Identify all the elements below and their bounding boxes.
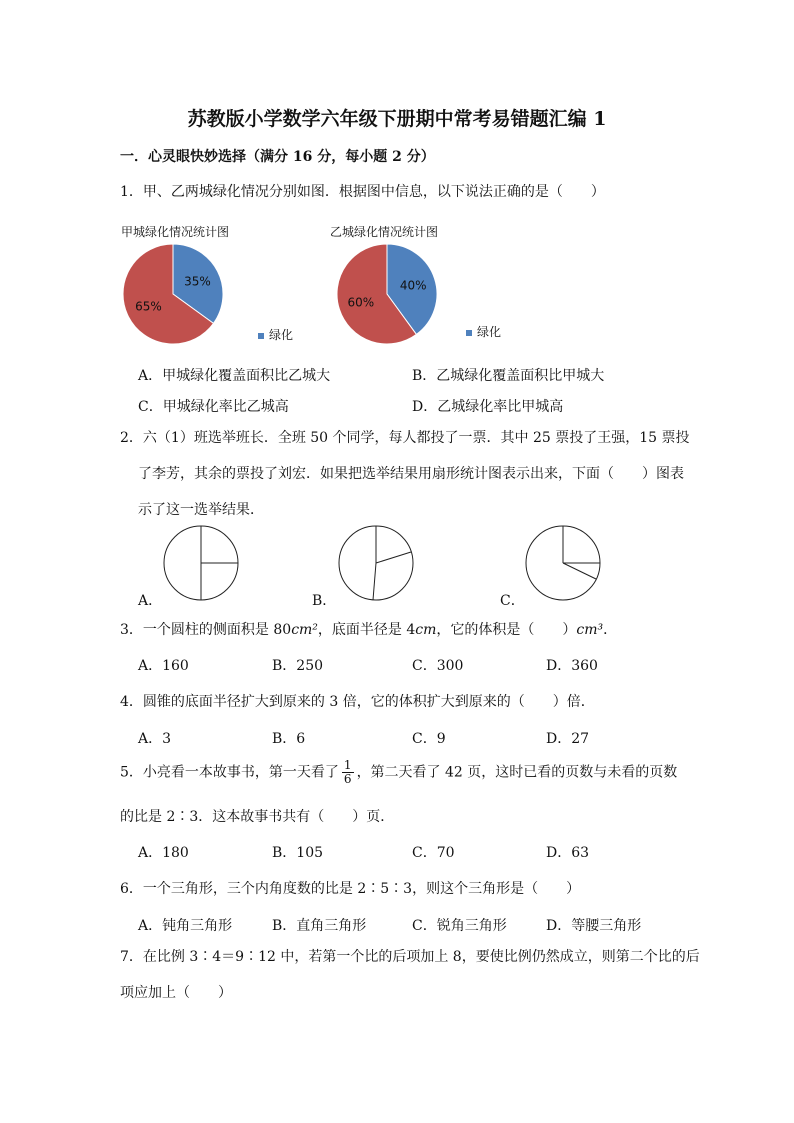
page-title: 苏教版小学数学六年级下册期中常考易错题汇编 1: [187, 108, 607, 130]
q5-option-b: B．105: [272, 845, 324, 861]
q2-circle-c: [522, 523, 606, 603]
question-4: 4．圆锥的底面半径扩大到原来的 3 倍，它的体积扩大到原来的（ ）倍．: [120, 694, 595, 710]
q3-option-d: D．360: [546, 658, 598, 674]
question-5-line-1: [120, 759, 677, 786]
legend-1-label: 绿化: [269, 328, 294, 342]
question-2-line-1: 2．六（1）班选举班长．全班 50 个同学，每人都投了一票．其中 25 票投了王强，15 票投: [120, 430, 690, 446]
q5-fraction-numerator: 1: [343, 758, 352, 772]
q6-option-a: A．钝角三角形: [138, 918, 233, 934]
q2-option-b: B．: [312, 593, 337, 609]
q1-option-b: B．乙城绿化覆盖面积比甲城大: [412, 368, 605, 384]
q6-option-d: D．等腰三角形: [546, 918, 642, 934]
legend-2-swatch: [466, 330, 472, 336]
legend-2-label: 绿化: [477, 325, 502, 339]
q3-text-3: ，它的体积是（ ）: [436, 622, 577, 638]
question-1: 1．甲、乙两城绿化情况分别如图．根据图中信息，以下说法正确的是（ ）: [120, 184, 605, 200]
question-7-line-1: 7．在比例 3∶4＝9∶12 中，若第一个比的后项加上 8，要使比例仍然成立，则第二个比的后: [120, 949, 700, 965]
q5-option-d: D．63: [546, 845, 590, 861]
pie-2-label-other: 60%: [347, 295, 375, 310]
q5-text-1: 5．小亮看一本故事书，第一天看了: [120, 764, 339, 781]
question-5-line-2: 的比是 2∶3．这本故事书共有（ ）页．: [120, 809, 395, 825]
legend-2: [466, 323, 501, 340]
pie-chart-2: [332, 240, 542, 350]
q5-option-a: A．180: [138, 845, 189, 861]
q2-option-a: A．: [138, 593, 163, 609]
q1-option-c: C．甲城绿化率比乙城高: [138, 399, 289, 415]
q3-option-c: C．300: [412, 658, 464, 674]
pie-chart-1: [115, 240, 325, 350]
q3-value-2: 4: [406, 622, 416, 638]
q3-unit-1: cm²: [291, 622, 318, 638]
pie-1-label-other: 65%: [135, 299, 162, 314]
legend-1-swatch: [258, 333, 264, 339]
q4-option-b: B．6: [272, 731, 306, 747]
q5-fraction: [342, 759, 354, 786]
q3-option-b: B．250: [272, 658, 324, 674]
legend-1: [258, 326, 293, 343]
question-7-line-2: 项应加上（ ）: [120, 985, 232, 1001]
q2-option-c: C．: [500, 593, 525, 609]
chart-2-title: 乙城绿化情况统计图: [330, 225, 439, 239]
q3-unit-2: cm: [415, 622, 437, 638]
section-heading: 一．心灵眼快妙选择（满分 16 分，每小题 2 分）: [120, 149, 435, 165]
chart-1-title: 甲城绿化情况统计图: [121, 225, 230, 239]
q5-option-c: C．70: [412, 845, 455, 861]
question-2-line-2: 了李芳，其余的票投了刘宏．如果把选举结果用扇形统计图表示出来，下面（ ）图表: [138, 466, 684, 482]
q3-text-1: 3．一个圆柱的侧面积是: [120, 622, 274, 638]
q4-option-d: D．27: [546, 731, 590, 747]
q3-text-2: ，底面半径是: [317, 622, 407, 638]
q6-option-c: C．锐角三角形: [412, 918, 507, 934]
question-3: [120, 619, 617, 639]
q4-option-a: A．3: [138, 731, 172, 747]
q2-circle-a: [160, 523, 244, 603]
question-6: 6．一个三角形，三个内角度数的比是 2∶5∶3，则这个三角形是（ ）: [120, 881, 581, 897]
q1-option-a: A．甲城绿化覆盖面积比乙城大: [138, 368, 331, 384]
q6-option-b: B．直角三角形: [272, 918, 367, 934]
q2-circle-b: [335, 523, 419, 603]
q1-option-d: D．乙城绿化率比甲城高: [412, 399, 564, 415]
q4-option-c: C．9: [412, 731, 446, 747]
q3-option-a: A．160: [138, 658, 189, 674]
q3-value-1: 80: [273, 622, 292, 638]
q3-text-4: ．: [603, 622, 618, 638]
q5-text-2: ，第二天看了 42 页，这时已看的页数与未看的页数: [356, 764, 678, 781]
pie-2-label-green: 40%: [399, 278, 427, 293]
q5-fraction-denominator: 6: [343, 772, 352, 786]
q3-unit-3: cm³: [576, 622, 604, 638]
pie-1-label-green: 35%: [184, 274, 211, 289]
question-2-line-3: 示了这一选举结果．: [138, 502, 264, 518]
